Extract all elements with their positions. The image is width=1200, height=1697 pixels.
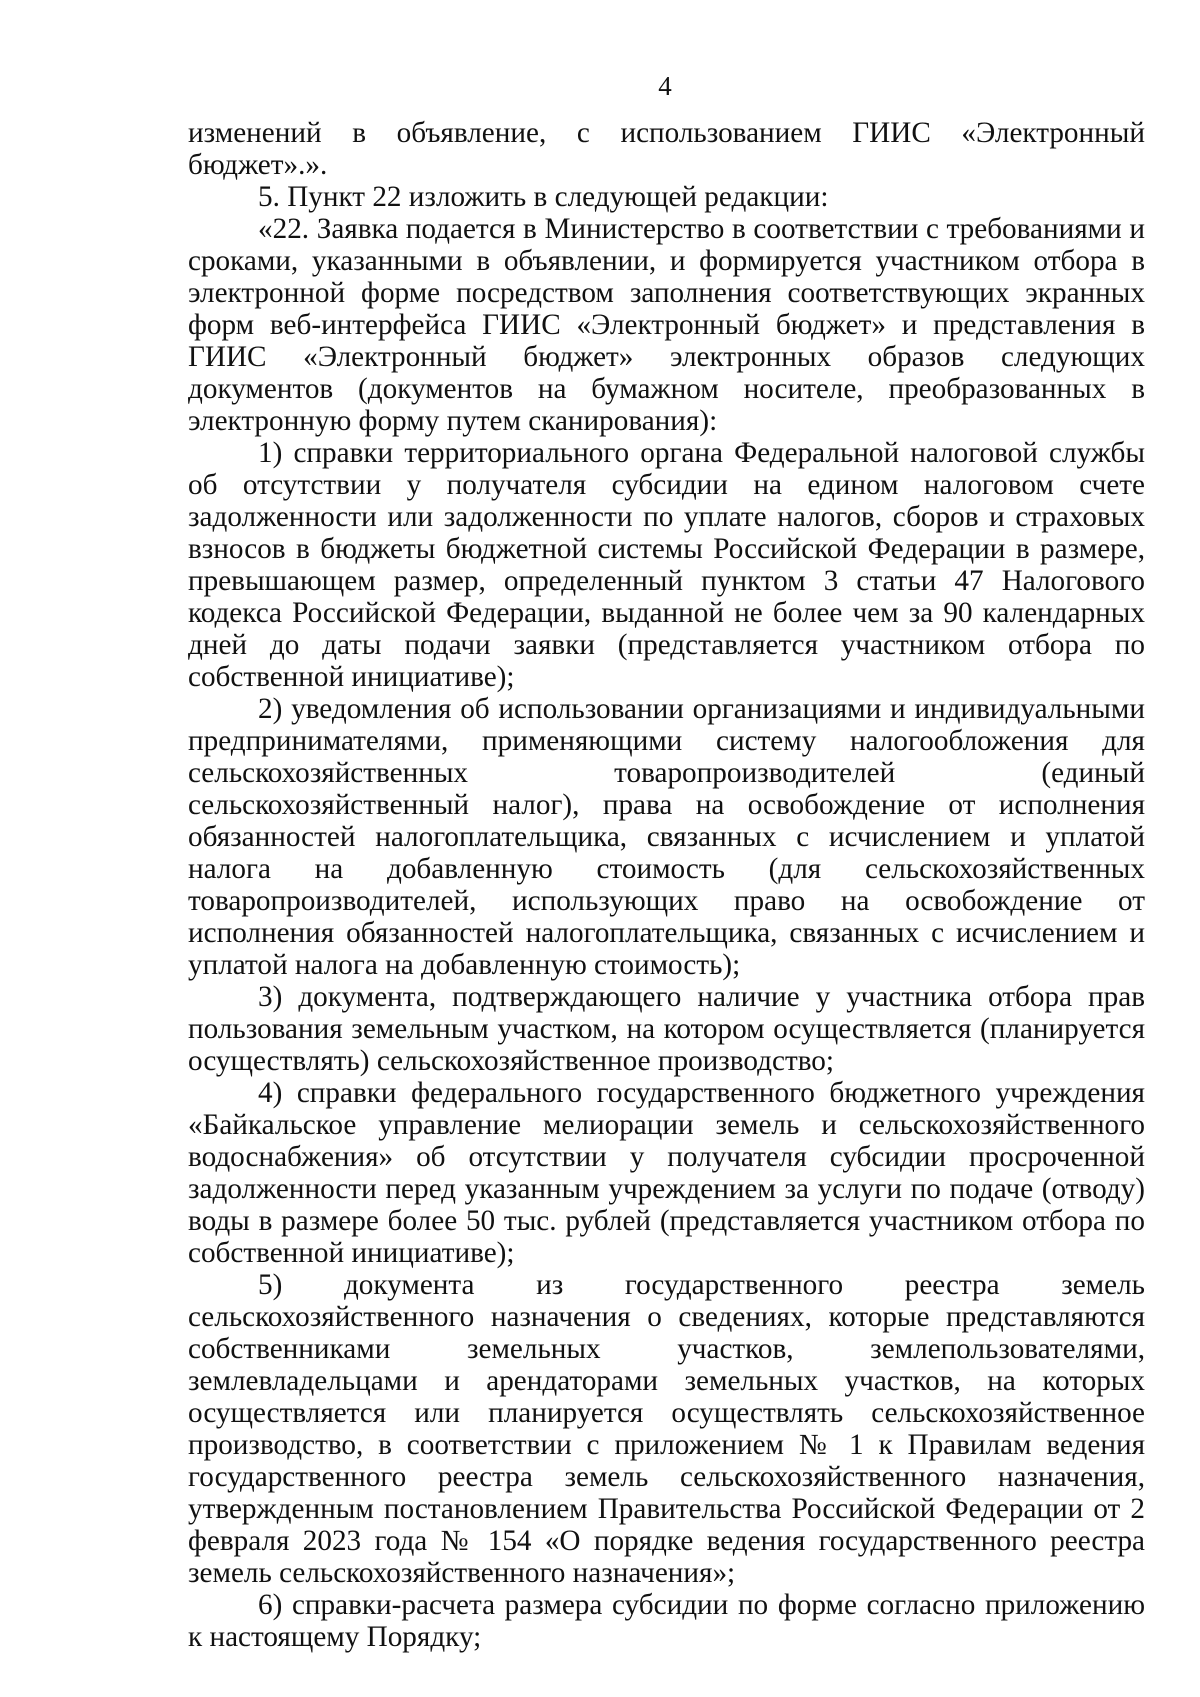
- paragraph-subitem-6: 6) справки-расчета размера субсидии по форме согласно приложению к настоящему Порядку;: [188, 1589, 1145, 1653]
- paragraph-subitem-1: 1) справки территориального органа Федеральной налоговой службы об отсутствии у получателя субсидии на едином налоговом счете задолженности или задолженности по уплате налогов, сборов и страховых взносов в бюджеты бюджетной системы Российской Федерации в размере, превышающем размер, определенный пунктом 3 статьи 47 Налогового кодекса Российской Федерации, выданной не более чем за 90 календарных дней до даты подачи заявки (представляется участником отбора по собственной инициативе);: [188, 437, 1145, 693]
- paragraph-subitem-4: 4) справки федерального государственного бюджетного учреждения «Байкальское управление мелиорации земель и сельскохозяйственного водоснабжения» об отсутствии у получателя субсидии просроченной задолженности перед указанным учреждением за услуги по подаче (отводу) воды в размере более 50 тыс. рублей (представляется участником отбора по собственной инициативе);: [188, 1077, 1145, 1269]
- page-number: 4: [658, 71, 672, 101]
- paragraph-subitem-5: 5) документа из государственного реестра земель сельскохозяйственного назначения о сведениях, которые представляются собственниками земельных участков, землепользователями, землевладельцами и арендаторами земельных участков, на которых осуществляется или планируется осуществлять сельскохозяйственное производство, в соответствии с приложением № 1 к Правилам ведения государственного реестра земель сельскохозяйственного назначения, утвержденным постановлением Правительства Российской Федерации от 2 февраля 2023 года № 154 «О порядке ведения государственного реестра земель сельскохозяйственного назначения»;: [188, 1269, 1145, 1589]
- paragraph-item-5: 5. Пункт 22 изложить в следующей редакции:: [258, 181, 829, 213]
- paragraph-subitem-3: 3) документа, подтверждающего наличие у участника отбора прав пользования земельным участком, на котором осуществляется (планируется осуществлять) сельскохозяйственное производство;: [188, 981, 1145, 1077]
- paragraph-continuation: изменений в объявление, с использованием ГИИС «Электронный бюджет».».: [188, 117, 1145, 181]
- document-body: [188, 117, 1145, 1653]
- paragraph-clause-22: «22. Заявка подается в Министерство в соответствии с требованиями и сроками, указанными в объявлении, и формируется участником отбора в электронной форме посредством заполнения соответствующих экранных форм веб-интерфейса ГИИС «Электронный бюджет» и представления в ГИИС «Электронный бюджет» электронных образов следующих документов (документов на бумажном носителе, преобразованных в электронную форму путем сканирования):: [188, 213, 1145, 437]
- paragraph-subitem-2: 2) уведомления об использовании организациями и индивидуальными предпринимателями, применяющими систему налогообложения для сельскохозяйственных товаропроизводителей (единый сельскохозяйственный налог), права на освобождение от исполнения обязанностей налогоплательщика, связанных с исчислением и уплатой налога на добавленную стоимость (для сельскохозяйственных товаропроизводителей, использующих право на освобождение от исполнения обязанностей налогоплательщика, связанных с исчислением и уплатой налога на добавленную стоимость);: [188, 693, 1145, 981]
